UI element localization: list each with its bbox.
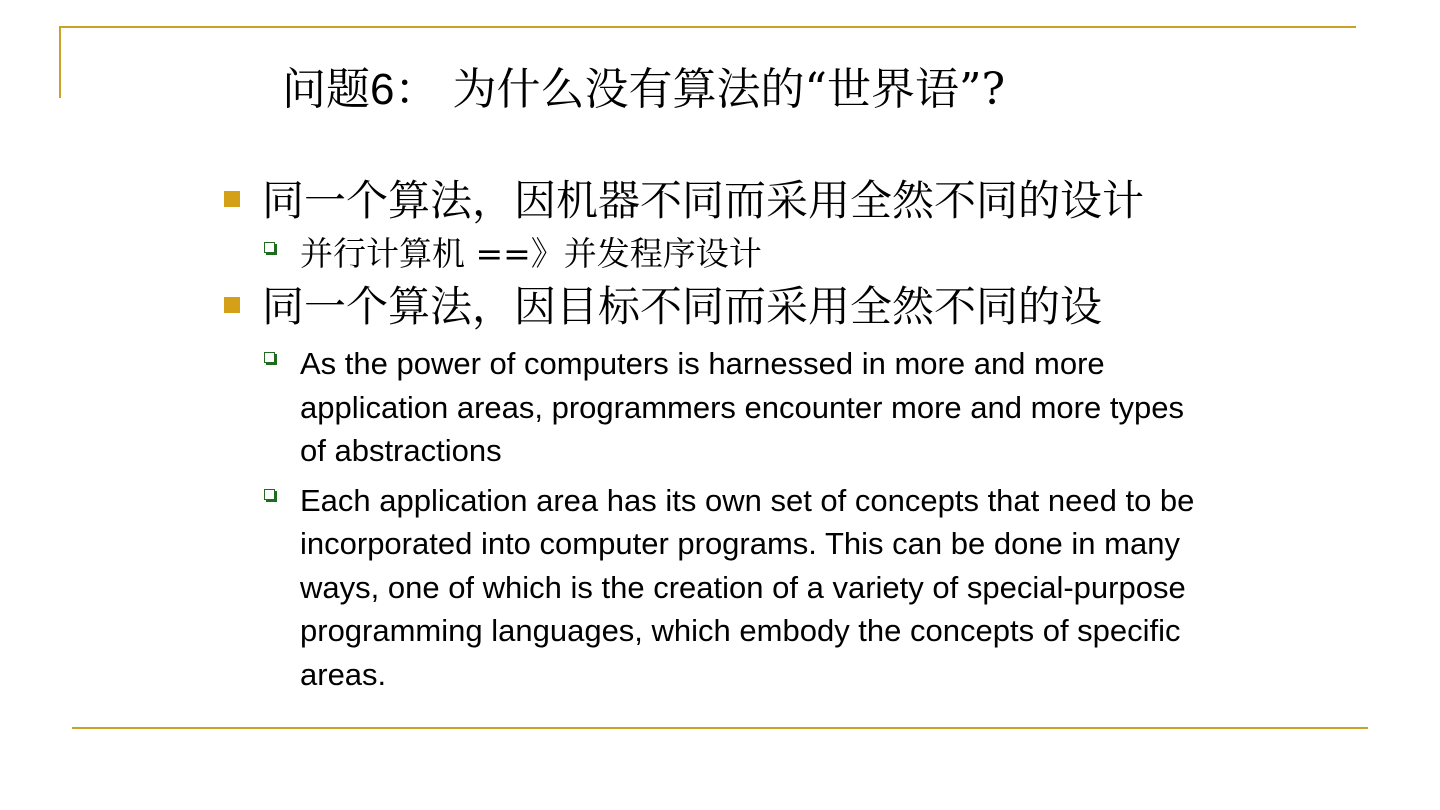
sub-bullet-text: As the power of computers is harnessed in more and more application areas, programmers encounter more and more types of abstractions xyxy=(300,346,1184,468)
bullet-text: 同一个算法，因机器不同而采用全然不同的设计 xyxy=(262,176,1145,225)
sub-bullet-item xyxy=(262,342,1200,473)
title-rest: ： 为什么没有算法的“世界语”? xyxy=(394,64,1006,115)
filled-square-icon xyxy=(224,297,240,313)
bullet-text: 同一个算法，因目标不同而采用全然不同的设 xyxy=(262,282,1103,331)
bottom-rule xyxy=(72,727,1368,729)
title-number: 6 xyxy=(370,65,395,114)
hollow-square-icon xyxy=(264,242,275,253)
slide-title xyxy=(282,58,1005,122)
left-rule xyxy=(59,26,61,98)
bullet-list xyxy=(222,172,1222,696)
title-prefix: 问题 xyxy=(282,64,370,115)
hollow-square-icon xyxy=(264,489,275,500)
bullet-item xyxy=(222,172,1222,230)
sub-bullet-text: Each application area has its own set of concepts that need to be incorporated into computer programs. This can be done in many ways, one of which is the creation of a variety of special-purpose programming languages, which embody the concepts of specific areas. xyxy=(300,482,1195,692)
sub-bullet-item xyxy=(262,479,1200,697)
sub-bullet-text: 并行计算机 ==》并发程序设计 xyxy=(300,234,762,273)
filled-square-icon xyxy=(224,191,240,207)
hollow-square-icon xyxy=(264,352,275,363)
sub-bullet-item xyxy=(262,230,1222,278)
top-rule xyxy=(59,26,1356,28)
bullet-item xyxy=(222,278,1222,336)
